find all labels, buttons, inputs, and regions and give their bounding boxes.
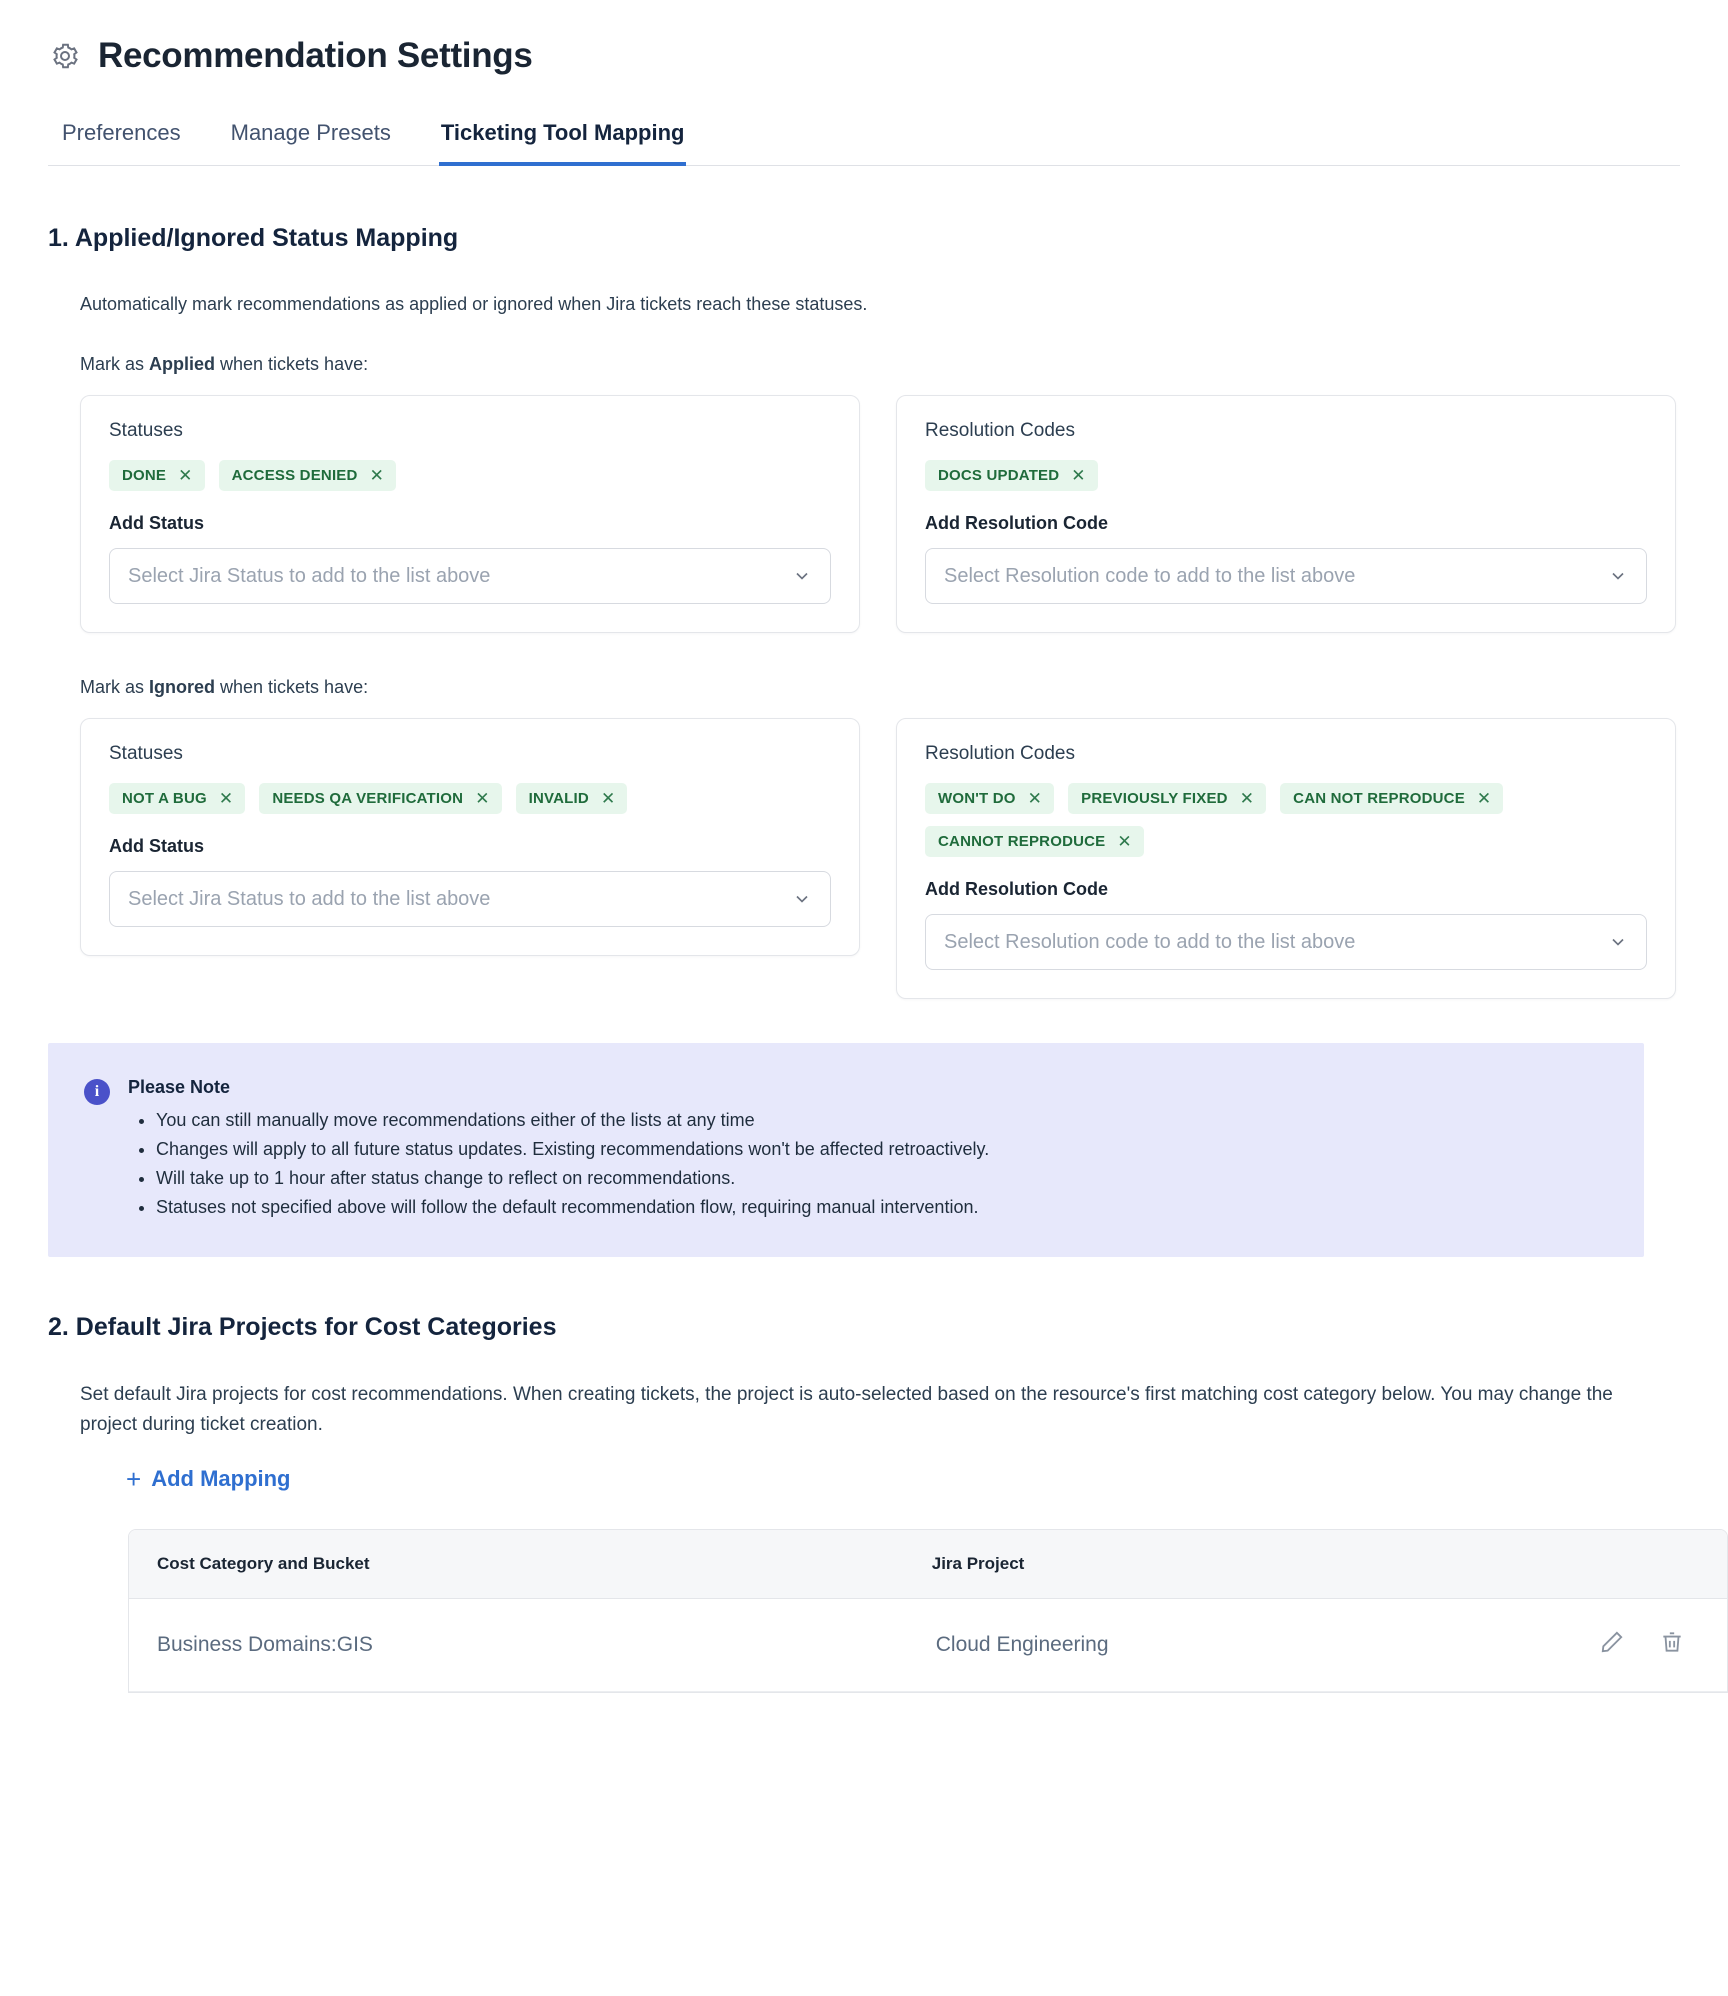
cell-jira-project: Cloud Engineering xyxy=(904,1599,1567,1692)
note-title: Please Note xyxy=(128,1077,231,1097)
applied-statuses-heading: Statuses xyxy=(109,420,183,441)
note-list xyxy=(128,1106,1614,1223)
ignored-add-resolution-label: Add Resolution Code xyxy=(925,879,1108,899)
chip-label: WON'T DO xyxy=(938,790,1016,807)
chip-label: NEEDS QA VERIFICATION xyxy=(272,790,464,807)
chip-label: NOT A BUG xyxy=(122,790,207,807)
table-row xyxy=(129,1599,1727,1692)
chip[interactable] xyxy=(925,460,1098,491)
mark-applied-prefix: Mark as xyxy=(80,354,150,374)
applied-add-status-select[interactable] xyxy=(109,548,831,604)
chip-label: ACCESS DENIED xyxy=(231,467,358,484)
ignored-add-resolution-placeholder: Select Resolution code to add to the list above xyxy=(944,930,1356,953)
note-item: • Will take up to 1 hour after status change to reflect on recommendations. xyxy=(156,1164,1614,1193)
ignored-statuses-chips xyxy=(109,783,831,814)
chip[interactable] xyxy=(516,783,628,814)
chevron-down-icon xyxy=(1608,566,1628,586)
tab-bar xyxy=(48,106,1680,166)
page-header xyxy=(48,36,1680,76)
note-item: • Changes will apply to all future status updates. Existing recommendations won't be affected retroactively. xyxy=(156,1135,1614,1164)
row-action-group xyxy=(1595,1629,1699,1661)
ignored-resolutions-chips xyxy=(925,783,1647,857)
chevron-down-icon xyxy=(1608,932,1628,952)
mappings-table xyxy=(128,1529,1728,1693)
chip[interactable] xyxy=(925,783,1054,814)
table-header-row xyxy=(129,1530,1727,1599)
chip-label: DONE xyxy=(122,467,167,484)
chip-remove-icon[interactable]: ✕ xyxy=(600,789,616,808)
column-header-project: Jira Project xyxy=(904,1530,1567,1599)
applied-add-resolution-label: Add Resolution Code xyxy=(925,513,1108,533)
chip-remove-icon[interactable]: ✕ xyxy=(369,466,385,485)
ignored-add-resolution-select[interactable] xyxy=(925,914,1647,970)
chip-remove-icon[interactable]: ✕ xyxy=(1027,789,1043,808)
column-header-actions xyxy=(1567,1530,1727,1599)
cell-actions xyxy=(1567,1599,1727,1692)
info-icon: i xyxy=(84,1079,110,1105)
applied-add-status-label: Add Status xyxy=(109,513,205,533)
applied-add-resolution-placeholder: Select Resolution code to add to the list above xyxy=(944,564,1356,587)
note-item: • You can still manually move recommendations either of the lists at any time xyxy=(156,1106,1614,1135)
chip[interactable] xyxy=(925,826,1144,857)
chip-label: PREVIOUSLY FIXED xyxy=(1081,790,1228,807)
note-item: • Statuses not specified above will follow the default recommendation flow, requiring manual intervention. xyxy=(156,1193,1614,1222)
ignored-card-row xyxy=(80,718,1680,999)
tab-manage-presets[interactable]: Manage Presets xyxy=(230,120,391,145)
ignored-statuses-card xyxy=(80,718,860,956)
ignored-add-status-label: Add Status xyxy=(109,836,205,856)
note-body xyxy=(128,1077,1614,1223)
applied-resolutions-card xyxy=(896,395,1676,633)
chip-remove-icon[interactable]: ✕ xyxy=(1476,789,1492,808)
chip-remove-icon[interactable]: ✕ xyxy=(1117,832,1132,851)
add-mapping-label: Add Mapping xyxy=(151,1466,291,1492)
section-1-description: Automatically mark recommendations as applied or ignored when Jira tickets reach these statuses. xyxy=(80,294,868,314)
chip-label: CAN NOT REPRODUCE xyxy=(1293,790,1465,807)
please-note-box xyxy=(48,1043,1644,1257)
mark-ignored-prefix: Mark as xyxy=(80,677,150,697)
chip-label: CANNOT REPRODUCE xyxy=(938,833,1106,850)
applied-resolutions-chips xyxy=(925,460,1647,491)
chip-remove-icon[interactable]: ✕ xyxy=(475,789,490,808)
delete-icon[interactable] xyxy=(1659,1629,1685,1661)
tab-ticketing-tool-mapping[interactable]: Ticketing Tool Mapping xyxy=(439,106,687,166)
column-header-category: Cost Category and Bucket xyxy=(129,1530,904,1599)
applied-resolutions-heading: Resolution Codes xyxy=(925,420,1075,441)
section-2-title: 2. Default Jira Projects for Cost Categories xyxy=(48,1312,557,1341)
ignored-add-status-select[interactable] xyxy=(109,871,831,927)
tab-preferences[interactable]: Preferences xyxy=(62,120,181,145)
mark-ignored-keyword: Ignored xyxy=(149,677,216,697)
chip[interactable] xyxy=(1280,783,1503,814)
chip[interactable] xyxy=(109,783,245,814)
applied-add-resolution-select[interactable] xyxy=(925,548,1647,604)
applied-statuses-card xyxy=(80,395,860,633)
chip[interactable] xyxy=(259,783,501,814)
mark-applied-keyword: Applied xyxy=(149,354,216,374)
chip-label: DOCS UPDATED xyxy=(938,467,1060,484)
gear-icon xyxy=(50,41,80,71)
ignored-statuses-heading: Statuses xyxy=(109,743,183,764)
chip-label: INVALID xyxy=(528,790,589,807)
chevron-down-icon xyxy=(792,889,812,909)
chip-remove-icon[interactable]: ✕ xyxy=(218,789,234,808)
page-title: Recommendation Settings xyxy=(98,36,533,75)
mark-ignored-label xyxy=(80,677,1680,698)
plus-icon: + xyxy=(126,1464,142,1495)
chip-remove-icon[interactable]: ✕ xyxy=(178,466,193,485)
chip-remove-icon[interactable]: ✕ xyxy=(1239,789,1255,808)
mark-applied-suffix: when tickets have: xyxy=(215,354,369,374)
ignored-add-status-placeholder: Select Jira Status to add to the list above xyxy=(128,887,491,910)
applied-card-row xyxy=(80,395,1680,633)
mark-applied-label xyxy=(80,354,1680,375)
applied-add-status-placeholder: Select Jira Status to add to the list above xyxy=(128,564,491,587)
section-1-title: 1. Applied/Ignored Status Mapping xyxy=(48,224,459,252)
mark-ignored-suffix: when tickets have: xyxy=(215,677,369,697)
applied-statuses-chips xyxy=(109,460,831,491)
cell-cost-category: Business Domains:GIS xyxy=(129,1599,904,1692)
ignored-resolutions-heading: Resolution Codes xyxy=(925,743,1075,764)
section-2-description: Set default Jira projects for cost recommendations. When creating tickets, the project is auto-selected based on the resource's first matching cost category below. You may change the project during ticket creation. xyxy=(80,1383,1613,1436)
chip[interactable] xyxy=(219,460,396,491)
ignored-resolutions-card xyxy=(896,718,1676,999)
edit-icon[interactable] xyxy=(1599,1629,1625,1661)
chip[interactable] xyxy=(1068,783,1266,814)
add-mapping-button[interactable] xyxy=(126,1464,291,1495)
chevron-down-icon xyxy=(792,566,812,586)
chip[interactable] xyxy=(109,460,205,491)
chip-remove-icon[interactable]: ✕ xyxy=(1071,466,1086,485)
